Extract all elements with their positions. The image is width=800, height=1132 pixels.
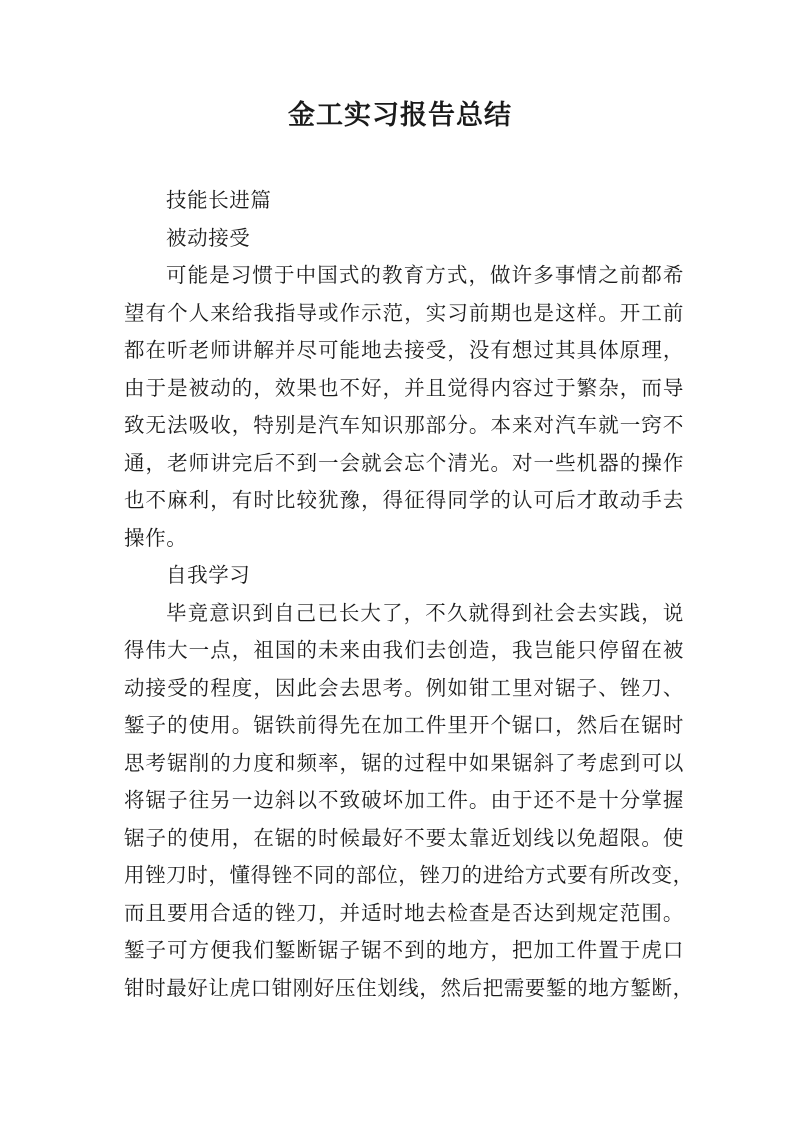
paragraph-line: 望有个人来给我指导或作示范，实习前期也是这样。开工前 (124, 300, 684, 325)
paragraph-line: 将锯子往另一边斜以不致破坏加工件。由于还不是十分掌握 (124, 788, 684, 812)
paragraph-line: 錾子可方便我们錾断锯子锯不到的地方，把加工件置于虎口 (124, 938, 684, 962)
paragraph-line: 通，老师讲完后不到一会就会忘个清光。对一些机器的操作 (124, 450, 684, 475)
paragraph-line: 都在听老师讲解并尽可能地去接受，没有想过其具体原理， (124, 338, 684, 362)
paragraph-line: 思考锯削的力度和频率，锯的过程中如果锯斜了考虑到可以 (124, 750, 684, 775)
paragraph-line: 得伟大一点，祖国的未来由我们去创造，我岂能只停留在被 (124, 638, 684, 662)
paragraph-line: 毕竟意识到自己已长大了，不久就得到社会去实践，说 (166, 600, 684, 625)
paragraph-line: 操作。 (124, 525, 188, 550)
paragraph-line: 錾子的使用。锯铁前得先在加工件里开个锯口，然后在锯时 (124, 713, 684, 737)
document-title: 金工实习报告总结 (288, 100, 512, 131)
paragraph-line: 由于是被动的，效果也不好，并且觉得内容过于繁杂，而导 (124, 375, 684, 400)
paragraph-line: 而且要用合适的锉刀，并适时地去检查是否达到规定范围。 (124, 900, 684, 925)
paragraph-line: 用锉刀时，懂得锉不同的部位，锉刀的进给方式要有所改变， (124, 863, 694, 887)
subheading-self-learning: 自我学习 (166, 563, 251, 587)
subheading-passive-learning: 被动接受 (166, 225, 251, 250)
paragraph-line: 钳时最好让虎口钳刚好压住划线，然后把需要錾的地方錾断， (124, 975, 694, 1000)
section-heading: 技能长进篇 (166, 188, 272, 212)
paragraph-line: 可能是习惯于中国式的教育方式，做许多事情之前都希 (166, 263, 684, 287)
document-body (124, 182, 694, 1007)
paragraph-line: 致无法吸收，特别是汽车知识那部分。本来对汽车就一窍不 (124, 413, 684, 437)
paragraph-line: 锯子的使用，在锯的时候最好不要太靠近划线以免超限。使 (124, 825, 684, 850)
paragraph-line: 也不麻利，有时比较犹豫，得征得同学的认可后才敢动手去 (124, 488, 684, 512)
paragraph-line: 动接受的程度，因此会去思考。例如钳工里对锯子、锉刀、 (124, 675, 684, 700)
